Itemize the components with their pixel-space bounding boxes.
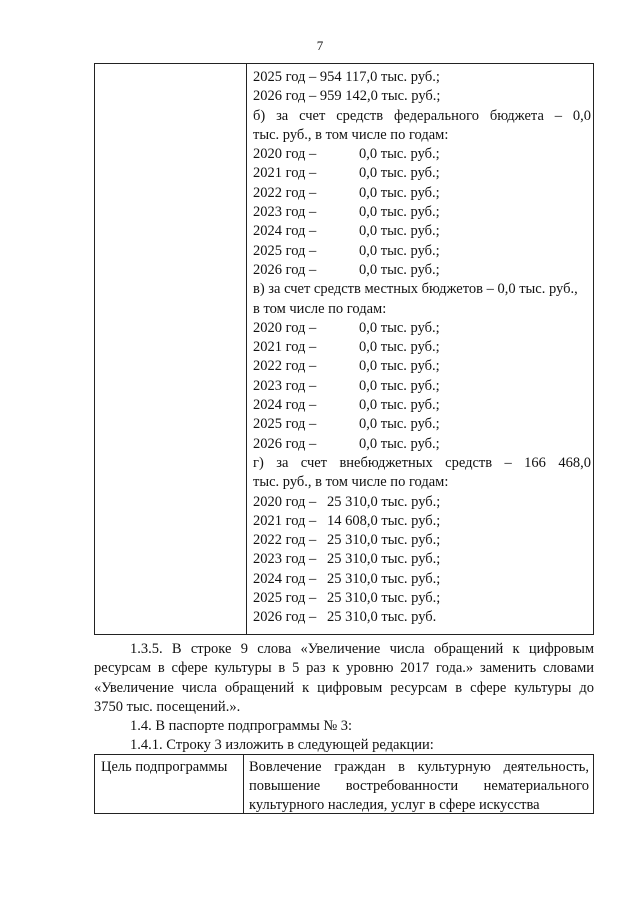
amount-value: 25 310,0 тыс. руб.; [327, 590, 441, 607]
amount-value: 0,0 тыс. руб.; [359, 146, 440, 163]
federal-row [253, 164, 591, 183]
local-heading: в) за счет средств местных бюджетов – 0,0 тыс. руб., [253, 281, 578, 298]
year-label: 2022 год – [253, 184, 317, 201]
amount-value: 0,0 тыс. руб.; [359, 377, 440, 394]
year-label: 2026 год – [253, 609, 317, 626]
paragraph-line: 3750 тыс. посещений.». [94, 698, 241, 715]
amount-value: 0,0 тыс. руб.; [359, 435, 440, 452]
amount-value: 25 310,0 тыс. руб.; [327, 532, 441, 549]
local-row [253, 319, 591, 338]
amount-value: 0,0 тыс. руб.; [359, 397, 440, 414]
extrabudget-row [253, 570, 591, 589]
year-label: 2025 год – [253, 416, 317, 433]
local-row [253, 377, 591, 396]
local-rows [253, 319, 591, 454]
extrabudget-row [253, 512, 591, 531]
goal-line: культурного наследия, услуг в сфере искусства [249, 797, 540, 813]
amount-value: 0,0 тыс. руб.; [359, 339, 440, 356]
extrabudget-row [253, 493, 591, 512]
local-row [253, 435, 591, 454]
amount-value: 954 117,0 тыс. руб.; [319, 69, 440, 85]
amount-value: 0,0 тыс. руб.; [359, 416, 440, 433]
goal-line: Вовлечение граждан в культурную деятельность, [249, 759, 589, 775]
federal-rows [253, 145, 591, 280]
amount-value: 25 310,0 тыс. руб.; [327, 551, 441, 568]
federal-heading-cont: тыс. руб., в том числе по годам: [253, 126, 449, 143]
amount-value: 0,0 тыс. руб.; [359, 261, 440, 278]
paragraph-1-4: 1.4. В паспорте подпрограммы № 3: [130, 718, 353, 734]
year-label: 2024 год – [253, 570, 317, 587]
amount-value: 0,0 тыс. руб.; [359, 242, 440, 259]
funding-line [253, 68, 591, 87]
amount-value: 25 310,0 тыс. руб. [327, 609, 437, 626]
year-label: 2020 год – [253, 493, 317, 510]
amount-value: 14 608,0 тыс. руб.; [327, 512, 441, 529]
amount-value: 0,0 тыс. руб.; [359, 204, 440, 221]
table-divider [243, 755, 244, 813]
amount-value: 0,0 тыс. руб.; [359, 358, 440, 375]
funding-line [253, 87, 591, 106]
year-label: 2022 год – [253, 532, 317, 549]
paragraph-line: ресурсам в сфере культуры в 5 раз к уровню 2017 года.» заменить словами [94, 660, 594, 677]
page-number: 7 [316, 38, 324, 53]
local-row [253, 357, 591, 376]
federal-heading: б) за счет средств федерального бюджета – 0,0 [253, 107, 591, 124]
federal-row [253, 261, 591, 280]
year-label: 2025 год – [253, 69, 317, 85]
extrabudget-heading-cont: тыс. руб., в том числе по годам: [253, 474, 449, 491]
goal-line: повышение востребованности нематериального [249, 778, 589, 794]
table-divider [246, 64, 247, 634]
federal-row [253, 242, 591, 261]
year-label: 2026 год – [253, 435, 317, 452]
year-label: 2024 год – [253, 223, 317, 240]
amount-value: 0,0 тыс. руб.; [359, 165, 440, 182]
amount-value: 0,0 тыс. руб.; [359, 319, 440, 336]
extrabudget-row [253, 550, 591, 569]
amount-value: 25 310,0 тыс. руб.; [327, 493, 441, 510]
local-row [253, 415, 591, 434]
goal-text [249, 758, 589, 815]
year-label: 2020 год – [253, 146, 317, 163]
year-label: 2023 год – [253, 551, 317, 568]
year-label: 2021 год – [253, 339, 317, 356]
year-label: 2021 год – [253, 165, 317, 182]
year-label: 2023 год – [253, 204, 317, 221]
paragraph-1-4-1: 1.4.1. Строку 3 изложить в следующей редакции: [130, 737, 434, 753]
extrabudget-row [253, 531, 591, 550]
local-heading-cont: в том числе по годам: [253, 300, 387, 317]
amount-value: 0,0 тыс. руб.; [359, 223, 440, 240]
year-label: 2022 год – [253, 358, 317, 375]
local-row [253, 396, 591, 415]
year-label: 2025 год – [253, 590, 317, 607]
extrabudget-row [253, 589, 591, 608]
extrabudget-heading: г) за счет внебюджетных средств – 166 468,0 [253, 454, 591, 471]
year-label: 2021 год – [253, 512, 317, 529]
funding-cell [253, 68, 591, 628]
year-label: 2020 год – [253, 319, 317, 336]
year-label: 2026 год – [253, 261, 317, 278]
year-label: 2025 год – [253, 242, 317, 259]
amount-value: 25 310,0 тыс. руб.; [327, 570, 441, 587]
funding-table [94, 63, 594, 635]
federal-row [253, 222, 591, 241]
amount-value: 0,0 тыс. руб.; [359, 184, 440, 201]
extrabudget-rows [253, 493, 591, 628]
federal-row [253, 184, 591, 203]
paragraph-line: «Увеличение числа обращений к цифровым ресурсам в сфере культуры до [94, 679, 594, 696]
year-label: 2023 год – [253, 377, 317, 394]
federal-row [253, 145, 591, 164]
goal-table [94, 754, 594, 814]
extrabudget-row [253, 608, 591, 627]
year-label: 2026 год – [253, 88, 317, 105]
goal-label: Цель подпрограммы [101, 759, 228, 775]
amount-value: 959 142,0 тыс. руб.; [319, 88, 441, 105]
paragraph-line: 1.3.5. В строке 9 слова «Увеличение числа обращений к цифровым [130, 641, 594, 657]
paragraph-1-3-5 [94, 640, 594, 717]
year-label: 2024 год – [253, 397, 317, 414]
local-row [253, 338, 591, 357]
federal-row [253, 203, 591, 222]
